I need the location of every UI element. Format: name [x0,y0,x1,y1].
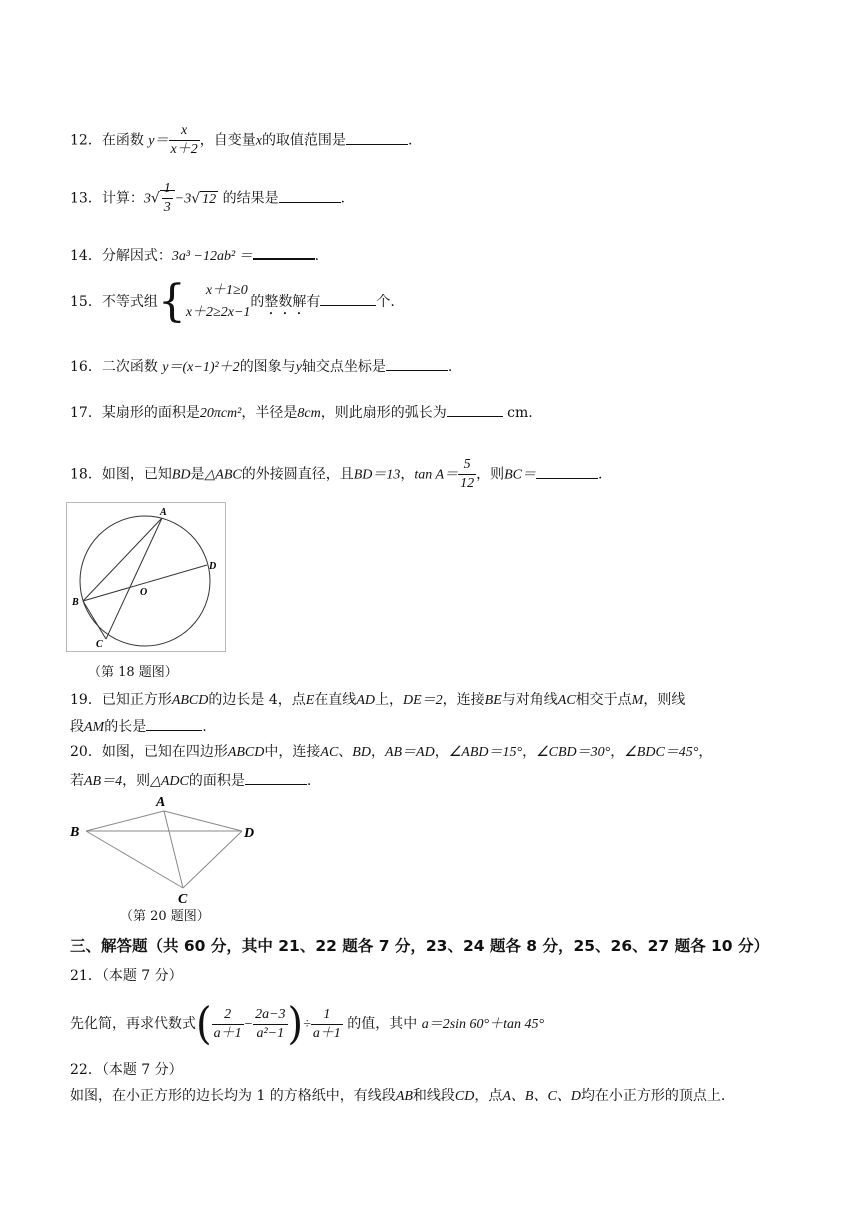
answer-blank[interactable] [386,356,448,371]
text: ，则此扇形的弧长为 [320,405,447,421]
label-D: D [244,826,255,841]
question-13 [70,180,345,217]
figure-frame [67,503,226,652]
segment-BA [86,811,164,831]
text: ，则 [476,466,505,483]
math: ∠CBD＝30° [536,745,611,760]
text: ，半径是 [241,405,298,421]
text: . [306,773,312,789]
section-3-heading: 三、解答题（共 60 分，其中 21、22 题各 7 分，23、24 题各 8 分，25、26、27 题各 10 分） [70,937,769,955]
text: ， [370,744,385,760]
math: a＝2sin 60°＋tan 45° [421,1017,545,1032]
text: . [202,719,207,735]
math: − [243,1017,254,1032]
radicand: 12 [202,191,217,207]
text: 与对角线 [501,692,558,708]
question-20-line-2 [70,770,311,792]
text: . [390,294,395,310]
math: M [631,693,644,708]
question-20-line-1 [70,742,712,763]
denominator: 3 [163,200,171,215]
denominator: a＋1 [213,1025,242,1041]
math: E [305,693,315,708]
math: AC [320,745,339,760]
sqrt: √ $\frac{1}{3}$ [151,180,175,217]
text: 是 [190,466,205,483]
text: 段 [70,719,84,735]
label-O: O [140,587,148,598]
math: 8cm [297,406,321,421]
math: ABCD [227,745,265,760]
text: ， [400,466,415,483]
math: DE＝2 [402,693,443,708]
text: 相交于点 [575,692,632,708]
fraction [253,1006,287,1043]
text: 的边长是 4，点 [208,692,306,708]
label-B: B [70,825,80,840]
text: 的 [250,294,265,310]
math: AC [557,693,576,708]
text: 有 [306,294,321,310]
label-A: A [156,795,166,810]
label-B: B [72,597,79,608]
numerator: 2a−3 [253,1006,287,1025]
answer-blank[interactable] [447,402,503,417]
math: y＝(x−1)²＋2 [162,360,240,375]
unit: cm [507,405,529,421]
fraction [169,122,200,159]
text: 均在小正方形的顶点上. [580,1088,726,1104]
question-number: 13． [70,190,102,207]
figure-20-caption: （第 20 题图） [120,909,210,924]
label-C: C [96,639,103,650]
text: 中，连接 [264,744,321,760]
segment-AC [164,811,183,888]
text: 若 [70,773,84,789]
text: 计算： [101,190,144,207]
text: ，则 [122,773,151,789]
text: 在函数 [101,132,144,149]
text: 的图象与 [239,359,296,375]
math: ∠BDC＝45° [624,745,699,760]
text: 先化简，再求代数式 [70,1016,196,1032]
text: . [597,466,603,483]
math: △ADC [150,774,189,789]
text: ，点 [474,1088,503,1104]
inequality-system [186,280,251,324]
figure-18-circle-diagram [66,502,226,652]
answer-blank[interactable] [320,291,376,306]
math: △ABC [204,467,242,483]
question-number: 18． [70,466,102,483]
question-18 [70,456,602,493]
text: 、 [338,744,353,760]
question-number: 20． [70,744,102,760]
math: CD [454,1089,475,1104]
denominator: a＋1 [312,1025,341,1041]
math: ABCD [171,693,209,708]
numerator: 2 [212,1006,244,1025]
segment-AC [106,518,162,639]
math: AM [84,720,105,735]
numerator: 5 [458,456,476,475]
text: ， [434,744,449,760]
answer-blank[interactable] [346,130,408,145]
question-12 [70,122,412,159]
text: 和线段 [412,1088,455,1104]
denominator: 12 [460,476,475,491]
math: y [295,360,302,375]
math: x [255,133,262,149]
text: 某扇形的面积是 [101,405,200,421]
math: AB＝4 [84,774,123,789]
question-17 [70,402,533,424]
math: BD [352,745,371,760]
text: 在直线 [314,692,357,708]
brace: { [157,276,186,327]
numerator: 1 [311,1006,343,1025]
question-19-line-2 [70,716,207,738]
text: 如图，已知在四边形 [101,744,228,760]
text: 的结果是 [222,190,279,207]
figure-18-caption: （第 18 题图） [88,665,178,680]
left-paren: ( [196,998,212,1050]
inequality: x＋1≥0 [205,283,248,298]
sqrt: √ 12 [191,190,217,207]
fraction [311,1006,343,1043]
math: BC＝ [504,467,536,483]
text: ，则线 [643,692,686,708]
segment-BA [83,518,162,601]
math: 20πcm² [199,406,242,421]
question-21-body [70,998,545,1050]
text: ，自变量 [199,132,256,149]
question-number: 16． [70,359,102,375]
question-16 [70,356,452,378]
text: 二次函数 [101,359,158,375]
text: 的长是 [104,719,147,735]
math: 3a³ −12ab² ＝ [171,249,253,264]
text: . [407,132,413,149]
fraction [212,1006,244,1043]
text: ，连接 [442,692,485,708]
text: 不等式组 [101,294,158,310]
text: 如图，在小正方形的边长均为 1 的方格纸中，有线段 [70,1088,396,1104]
text: 的值，其中 [347,1016,418,1032]
math: A、B、C、D [502,1089,581,1104]
label-C: C [178,892,188,905]
text: . [340,190,346,207]
question-number: 19． [70,692,102,708]
emphasis-text: 整数解 [264,294,307,310]
segment-CD [183,831,242,888]
math: 3 [143,191,151,207]
numerator: 1 [162,180,173,199]
text: ， [698,744,713,760]
label-D: D [209,561,217,572]
text: 的取值范围是 [261,132,346,149]
segment-BC [83,601,106,639]
text: 如图，已知 [101,466,172,483]
question-number: 14． [70,248,102,264]
denominator: a²−1 [256,1025,285,1041]
text: . [528,405,533,421]
text: 轴交点坐标是 [301,359,386,375]
numerator: x [169,122,200,141]
answer-blank[interactable] [253,244,315,260]
answer-blank[interactable] [536,464,598,479]
text: ， [522,744,537,760]
label-A: A [160,507,167,518]
question-number: 17． [70,405,102,421]
math: y＝ [148,133,169,149]
question-19-line-1 [70,690,685,711]
math: AB＝AD [384,745,435,760]
text: 个 [376,294,391,310]
math: AD [356,693,375,708]
question-number: 15． [70,294,102,310]
question-22-body [70,1086,725,1107]
math: ÷ [303,1017,311,1032]
question-21-heading: 21．（本题 7 分） [70,968,183,984]
inequality: x＋2≥2x−1 [185,305,251,320]
text: 上， [374,692,403,708]
right-paren: ) [287,998,304,1050]
math: −3 [174,191,192,207]
fraction [162,180,173,217]
text: 的面积是 [188,773,245,789]
math: BD [171,467,191,483]
answer-blank[interactable] [245,770,307,785]
math: ∠ABD＝15° [448,745,523,760]
answer-blank[interactable] [146,716,202,731]
figure-20-quadrilateral-diagram [66,793,266,905]
question-14 [70,244,319,267]
fraction [458,456,476,493]
question-15 [70,276,395,327]
text: . [447,359,453,375]
math: BE [484,693,502,708]
segment-AD [164,811,242,831]
denominator: x＋2 [170,142,198,157]
text: 的外接圆直径，且 [241,466,354,483]
question-number: 12． [70,132,102,149]
segment-BC [86,831,183,888]
question-22-heading: 22．（本题 7 分） [70,1062,183,1078]
text: 已知正方形 [101,692,172,708]
text: . [314,248,320,264]
answer-blank[interactable] [279,188,341,203]
text: ， [610,744,625,760]
math: BD＝13 [353,467,401,483]
math: AB [395,1089,413,1104]
text: 分解因式： [101,248,172,264]
math: tan A＝ [414,467,459,483]
